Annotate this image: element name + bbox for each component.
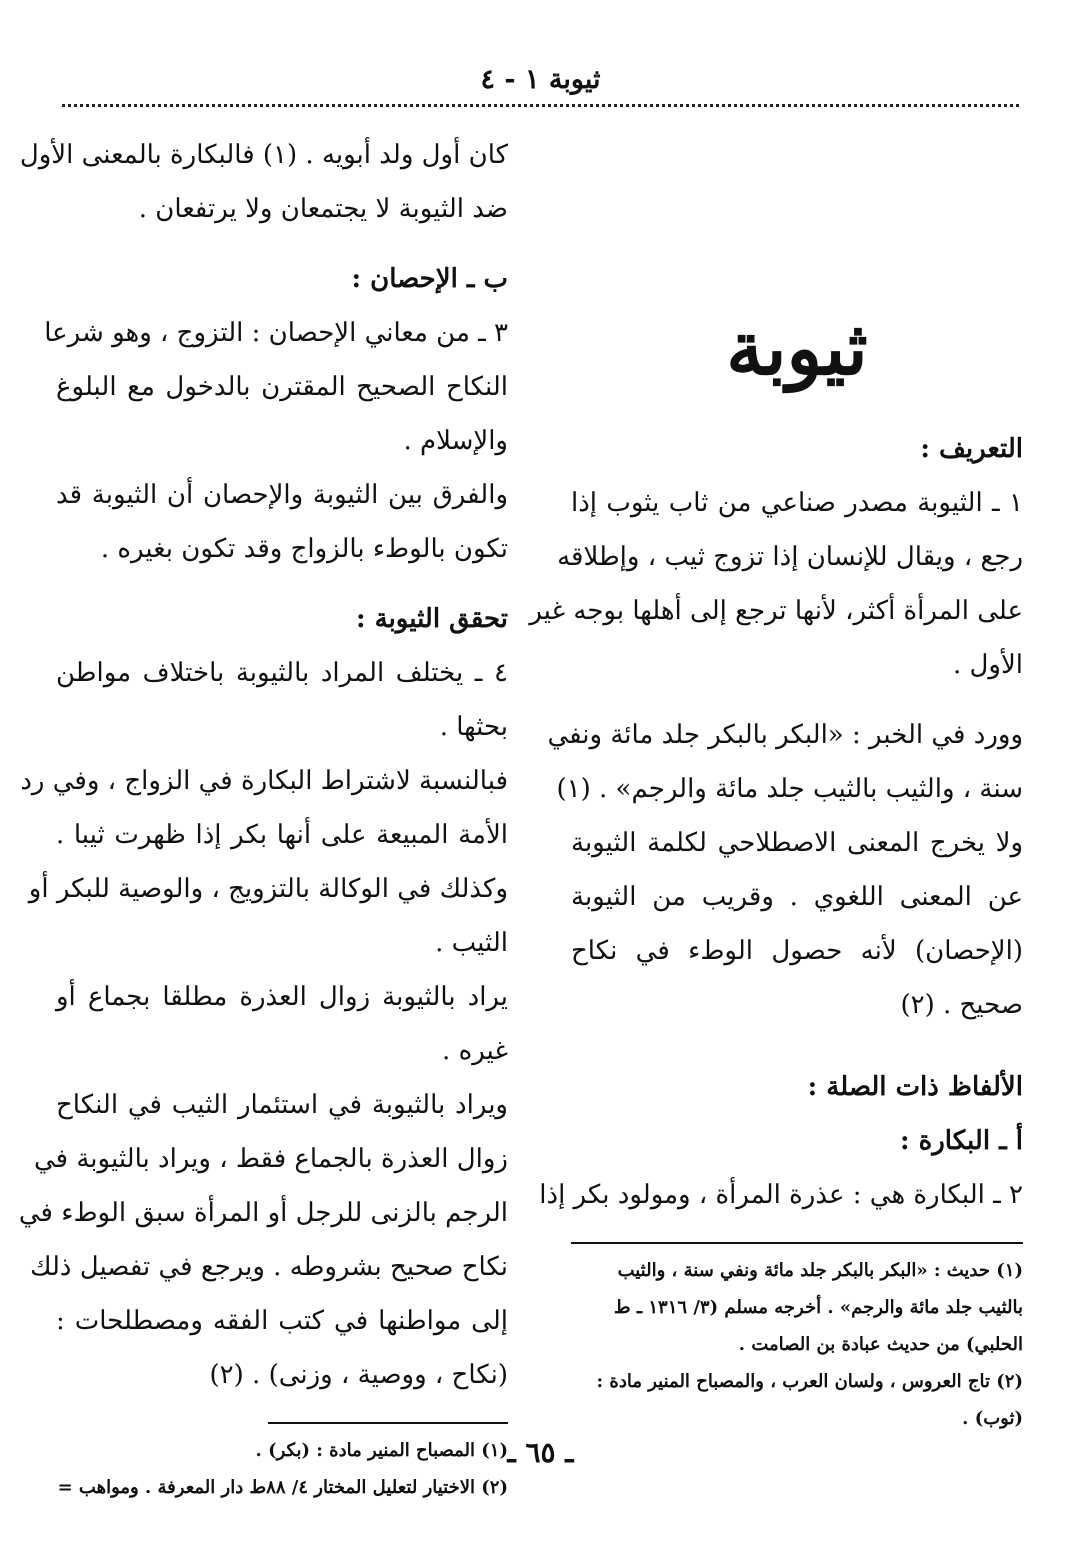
footnote-line: (١) حديث : «البكر بالبكر جلد مائة ونفي سنة ، والثيب (617, 1260, 1023, 1281)
footnote-line: بالثيب جلد مائة والرجم» . أخرجه مسلم (٣/ ١٣١٦ ـ ط (613, 1297, 1023, 1318)
text-line: الأول . (952, 650, 1023, 680)
text-line: صحيح . (٢) (900, 990, 1023, 1020)
footnotes (571, 1252, 1023, 1437)
text-line: ١ ـ الثيوبة مصدر صناعي من ثاب يثوب إذا (571, 488, 1023, 518)
paragraph-2 (547, 708, 1023, 816)
paragraph-2 (44, 306, 508, 468)
paragraph-5 (20, 754, 508, 970)
text-line: فبالنسبة لاشتراط البكارة في الزواج ، وفي رد (20, 766, 508, 796)
text-line: النكاح الصحيح المقترن بالدخول مع البلوغ (56, 372, 508, 402)
text-line: ولا يخرج المعنى الاصطلاحي لكلمة الثيوبة (571, 828, 1023, 858)
text-line: ٤ ـ يختلف المراد بالثيوبة باختلاف مواطن (56, 658, 508, 688)
text-line: الرجم بالزنى للرجل أو المرأة سبق الوطء في (18, 1198, 508, 1228)
text-line: رجع ، ويقال للإنسان إذا تزوج ثيب ، وإطلاقه (557, 542, 1023, 572)
text-line: (نكاح ، ووصية ، وزنى) . (٢) (209, 1360, 508, 1390)
related-terms-heading: الألفاظ ذات الصلة : (807, 1072, 1023, 1102)
text-line: وكذلك في الوكالة بالتزويج ، والوصية للبكر أو (28, 874, 508, 904)
header-dotted-rule (62, 104, 1019, 107)
footnote-separator (268, 1422, 508, 1424)
footnote-line: (ثوب) . (962, 1408, 1023, 1429)
text-line: عن المعنى اللغوي . وقريب من الثيوبة (571, 882, 1023, 912)
text-line: الأمة المبيعة على أنها بكر إذا ظهرت ثيبا . (56, 820, 508, 850)
page-number: ـ ٦٥ ـ (507, 1436, 574, 1469)
paragraph-1 (19, 128, 508, 236)
text-line: ٣ ـ من معاني الإحصان : التزوج ، وهو شرعا (44, 318, 508, 348)
running-header: ثيوبة ١ - ٤ (480, 64, 601, 95)
text-line: الثيب . (435, 928, 508, 958)
text-line: كان أول ولد أبويه . (١) فالبكارة بالمعنى الأول (19, 140, 508, 170)
footnote-line: (١) المصباح المنير مادة : (بكر) . (255, 1440, 508, 1461)
text-line: ضد الثيوبة لا يجتمعان ولا يرتفعان . (138, 194, 508, 224)
text-line: إلى مواطنها في كتب الفقه ومصطلحات : (56, 1306, 508, 1336)
text-line: وورد في الخبر : «البكر بالبكر جلد مائة ونفي (547, 720, 1023, 750)
text-line: ويراد بالثيوبة في استئمار الثيب في النكاح (56, 1090, 508, 1120)
subheading-ihsan: ب ـ الإحصان : (351, 264, 508, 294)
left-column (18, 128, 508, 1506)
text-line: نكاح صحيح بشروطه . ويرجع في تفصيل ذلك (30, 1252, 508, 1282)
text-line: والفرق بين الثيوبة والإحصان أن الثيوبة قد (56, 480, 508, 510)
text-line: والإسلام . (403, 426, 508, 456)
text-line: غيره . (442, 1036, 508, 1066)
footnote-line: الحلبي) من حديث عبادة بن الصامت . (738, 1334, 1023, 1355)
subheading-verification: تحقق الثيوبة : (355, 604, 508, 634)
text-line: سنة ، والثيب بالثيب جلد مائة والرجم» . (١) (556, 774, 1023, 804)
text-line: (الإحصان) لأنه حصول الوطء في نكاح (571, 936, 1023, 966)
text-line: ٢ ـ البكارة هي : عذرة المرأة ، ومولود بكر إذا (539, 1180, 1023, 1210)
text-line: تكون بالوطء بالزواج وقد تكون بغيره . (100, 534, 508, 564)
footnote-line: (٢) الاختيار لتعليل المختار ٤/ ٨٨ط دار المعرفة . ومواهب = (57, 1477, 508, 1498)
text-line: بحثها . (439, 712, 508, 742)
paragraph-7 (18, 1078, 508, 1402)
paragraph-1 (529, 476, 1023, 692)
definition-heading: التعريف : (920, 434, 1023, 464)
subheading-bakara: أ ـ البكارة : (899, 1126, 1023, 1156)
paragraph-4 (56, 646, 508, 754)
text-line: على المرأة أكثر، لأنها ترجع إلى أهلها بوجه غير (529, 596, 1023, 626)
text-line: زوال العذرة بالجماع فقط ، ويراد بالثيوبة في (34, 1144, 508, 1174)
text-line: يراد بالثيوبة زوال العذرة مطلقا بجماع أو (56, 982, 508, 1012)
entry-title: ثيوبة (726, 306, 868, 392)
paragraph-6 (56, 970, 508, 1078)
right-column (529, 128, 1023, 1437)
footnote-separator (571, 1242, 1023, 1244)
paragraph-3 (56, 468, 508, 576)
paragraph-3 (571, 816, 1023, 1032)
footnote-line: (٢) تاج العروس ، ولسان العرب ، والمصباح المنير مادة : (596, 1371, 1023, 1392)
